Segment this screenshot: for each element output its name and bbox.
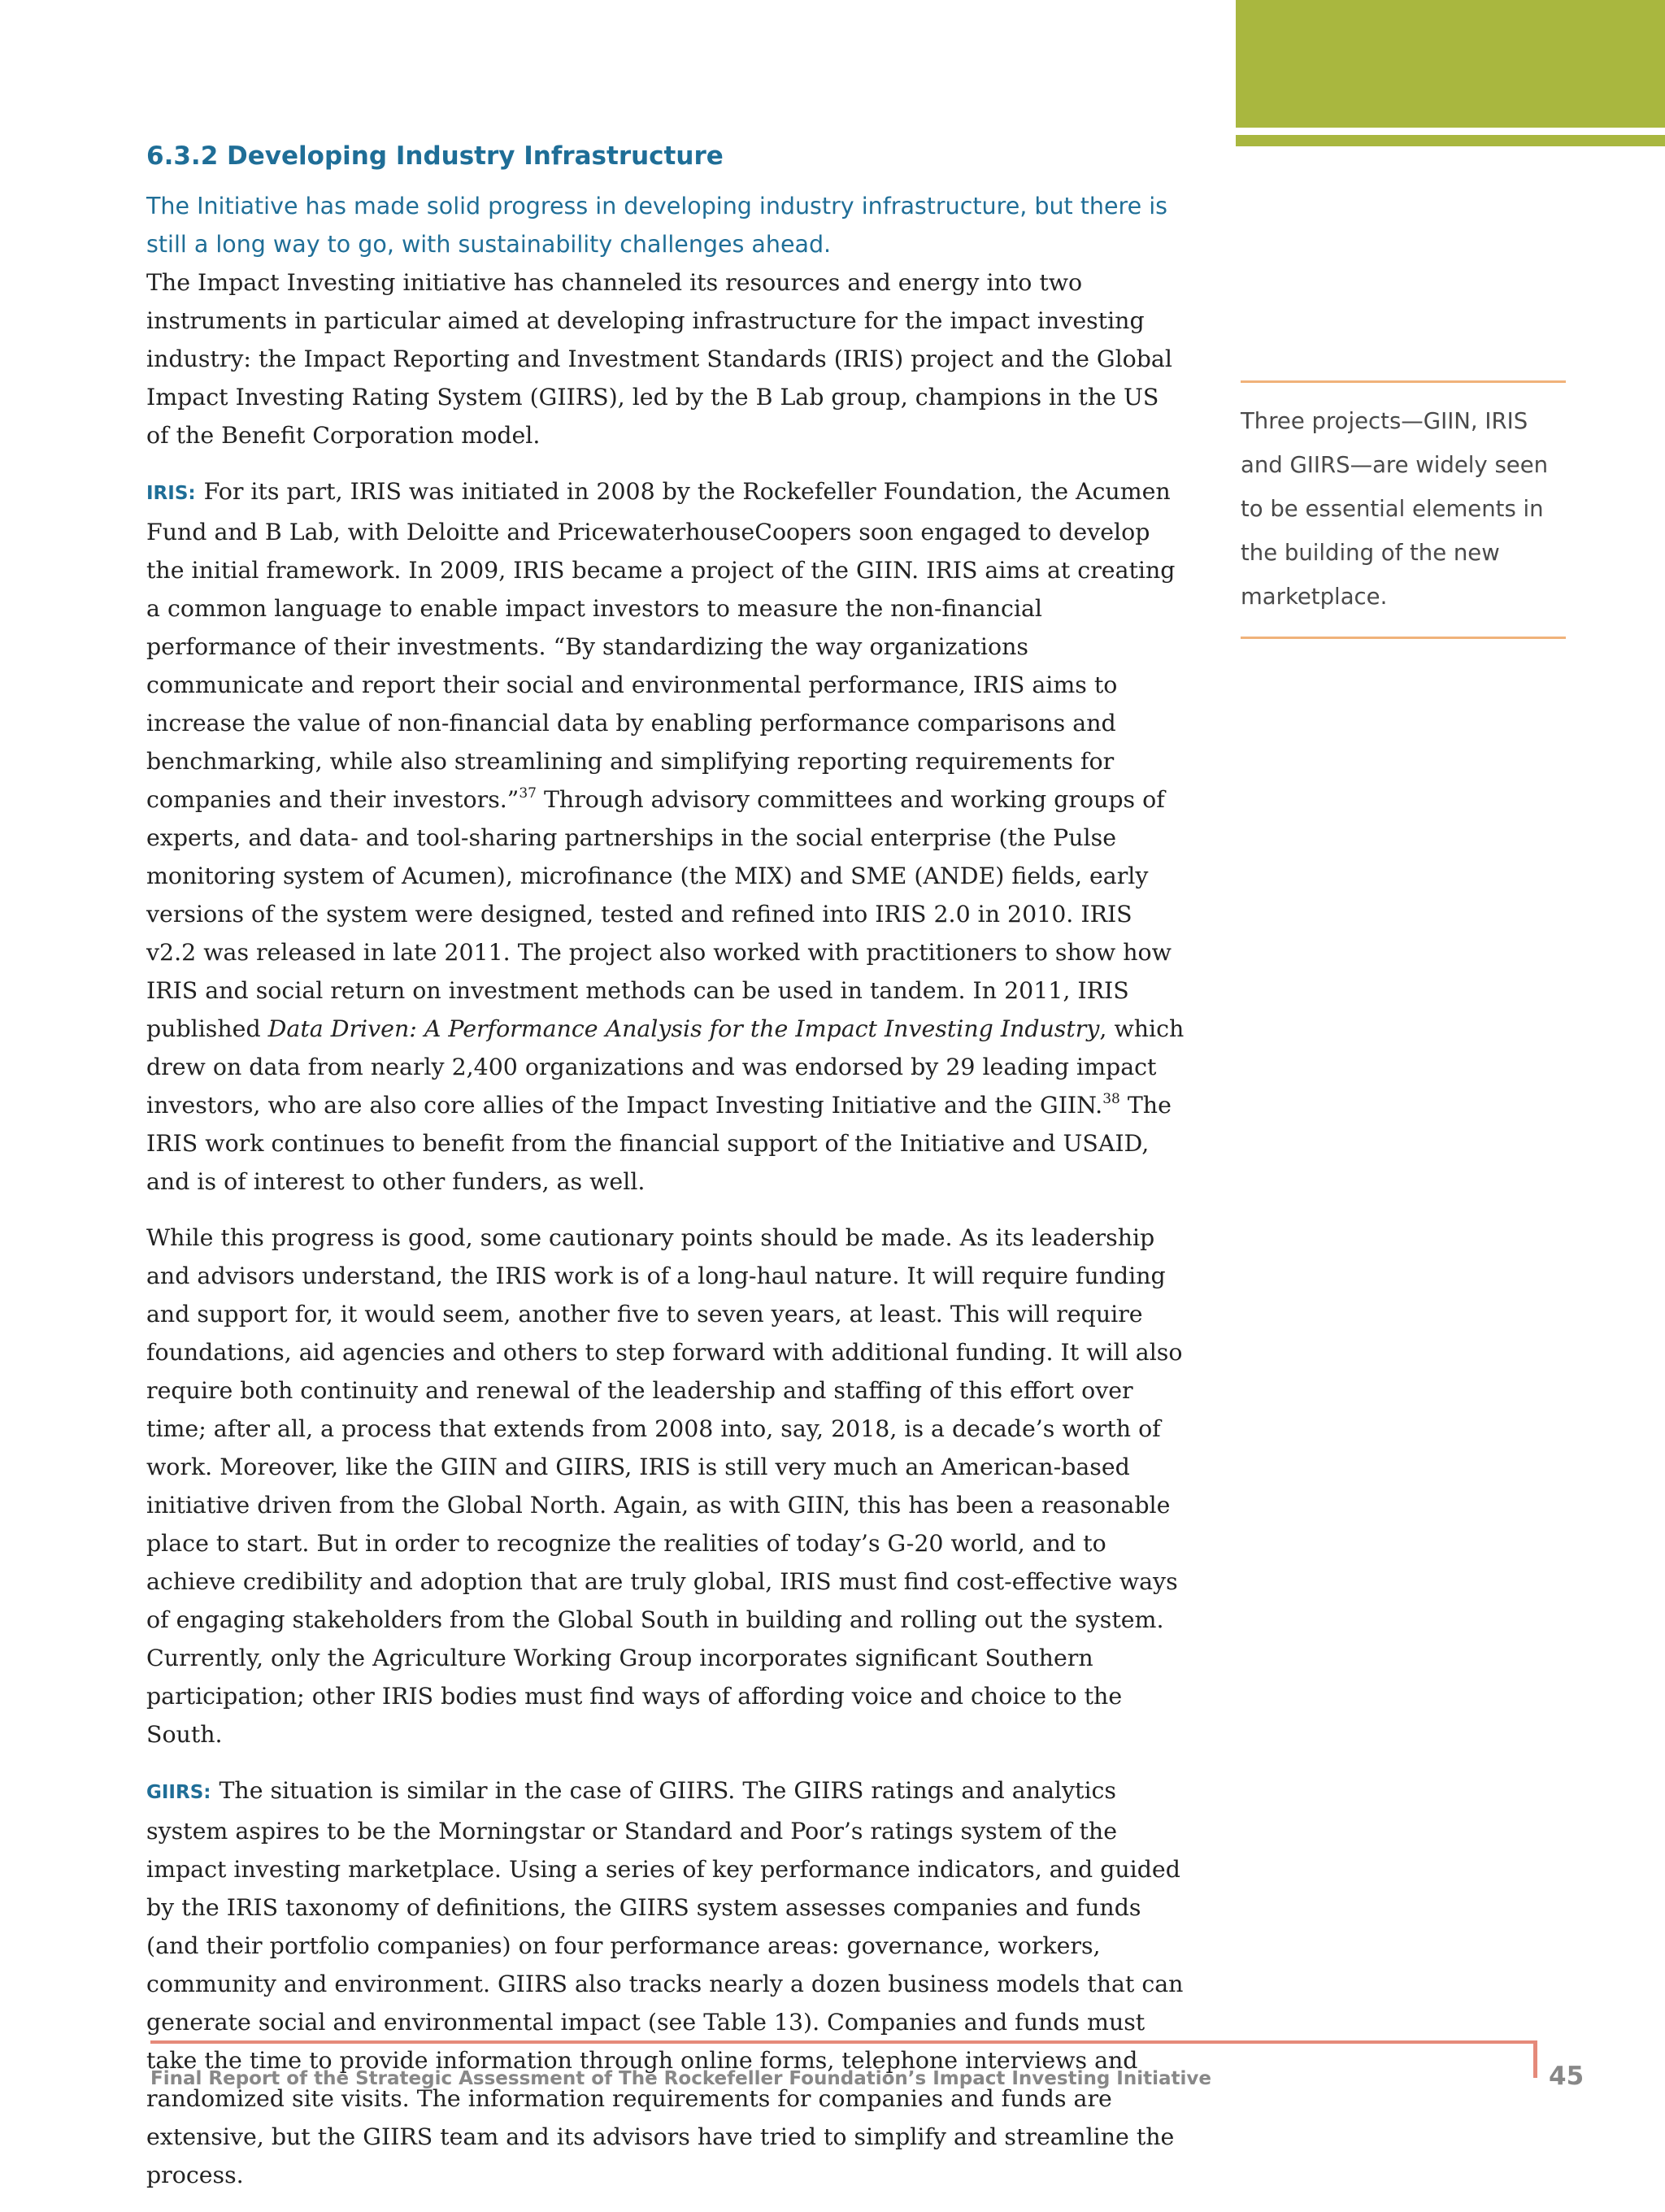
iris-text-part4: The IRIS work continues to benefit from the financial support of the Initiative and USAID, and is of interest to other funders, as well. xyxy=(146,1092,1172,1195)
footer-report-title: Final Report of the Strategic Assessment of The Rockefeller Foundation’s Impact Investing Initiative xyxy=(150,2068,1211,2089)
paragraph-caution: While this progress is good, some cautionary points should be made. As its leadership and advisors understand, the IRIS work is of a long-haul nature. It will require funding and support for, it would seem, another five to seven years, at least. This will require foundations, aid agencies and others to step forward with additional funding. It will also require both continuity and renewal of the leadership and staffing of this effort over time; after all, a process that extends from 2008 into, say, 2018, is a decade’s worth of work. Moreover, like the GIIN and GIIRS, IRIS is still very much an American-based initiative driven from the Global North. Again, as with GIIN, this has been a reasonable place to start. But in order to recognize the realities of today’s G-20 world, and to achieve credibility and adoption that are truly global, IRIS must find cost-effective ways of engaging stakeholders from the Global South in building and rolling out the system. Currently, only the Agriculture Working Group incorporates significant Southern participation; other IRIS bodies must find ways of affording voice and choice to the South. xyxy=(146,1224,1183,1748)
publication-title: Data Driven: A Performance Analysis for the Impact Investing Industry xyxy=(267,1015,1100,1042)
footer-rule-tick xyxy=(1533,2040,1537,2078)
corner-color-block xyxy=(1236,0,1665,128)
iris-text-part2: Through advisory committees and working groups of experts, and data- and tool-sharing partnerships in the social enterprise (the Pulse monitoring system of Acumen), microfinance (the MIX) and SME (ANDE) fields, early versions of the system were designed, tested and refined into IRIS 2.0 in 2010. IRIS v2.2 was released in late 2011. The project also worked with practitioners to show how IRIS and social return on investment methods can be used in tandem. In 2011, IRIS published xyxy=(146,786,1172,1042)
run-in-label-giirs: GIIRS: xyxy=(146,1782,211,1803)
run-in-label-iris: IRIS: xyxy=(146,483,196,504)
lead-summary: The Initiative has made solid progress in developing industry infrastructure, but there is still a long way to go, with sustainability challenges ahead. xyxy=(146,193,1167,258)
giirs-text: The situation is similar in the case of GIIRS. The GIIRS ratings and analytics system aspires to be the Morningstar or Standard and Poor’s ratings system of the impact investing marketplace. Using a series of key performance indicators, and guided by the IRIS taxonomy of definitions, the GIIRS system assesses companies and funds (and their portfolio companies) on four performance areas: governance, workers, community and environment. GIIRS also tracks nearly a dozen business models that can generate social and environmental impact (see Table 13). Companies and funds must take the time to provide information through online forms, telephone interviews and randomized site visits. The information requirements for companies and funds are extensive, but the GIIRS team and its advisors have tried to simplify and streamline the process. xyxy=(146,1777,1184,2188)
pull-quote-sidebar xyxy=(1241,380,1566,639)
corner-color-stripe xyxy=(1236,135,1665,146)
iris-text-part1: For its part, IRIS was initiated in 2008 by the Rockefeller Foundation, the Acumen Fund and B Lab, with Deloitte and PricewaterhouseCoopers soon engaged to develop the initial framework. In 2009, IRIS became a project of the GIIN. IRIS aims at creating a common language to enable impact investors to measure the non-financial performance of their investments. “By standardizing the way organizations communicate and report their social and environmental performance, IRIS aims to increase the value of non-financial data by enabling performance comparisons and benchmarking, while also streamlining and simplifying reporting requirements for companies and their investors.” xyxy=(146,478,1176,813)
footer-rule xyxy=(150,2040,1537,2044)
footnote-ref-37: 37 xyxy=(519,785,537,802)
paragraph-iris xyxy=(146,472,1187,1201)
section-heading: 6.3.2 Developing Industry Infrastructure xyxy=(146,141,724,171)
paragraph-giirs xyxy=(146,1771,1187,2194)
footnote-ref-38: 38 xyxy=(1102,1091,1120,1107)
paragraph-intro: The Impact Investing initiative has channeled its resources and energy into two instruments in particular aimed at developing infrastructure for the impact investing industry: the Impact Reporting and Investment Standards (IRIS) project and the Global Impact Investing Rating System (GIIRS), led by the B Lab group, champions in the US of the Benefit Corporation model. xyxy=(146,269,1172,449)
pull-quote-text: Three projects—GIIN, IRIS and GIIRS—are widely seen to be essential elements in the building of the new marketplace. xyxy=(1241,408,1549,610)
page-number: 45 xyxy=(1549,2062,1585,2091)
main-column xyxy=(146,140,1187,2212)
iris-text-part3: , which drew on data from nearly 2,400 organizations and was endorsed by 29 leading impact investors, who are also core allies of the Impact Investing Initiative and the GIIN. xyxy=(146,1015,1185,1119)
